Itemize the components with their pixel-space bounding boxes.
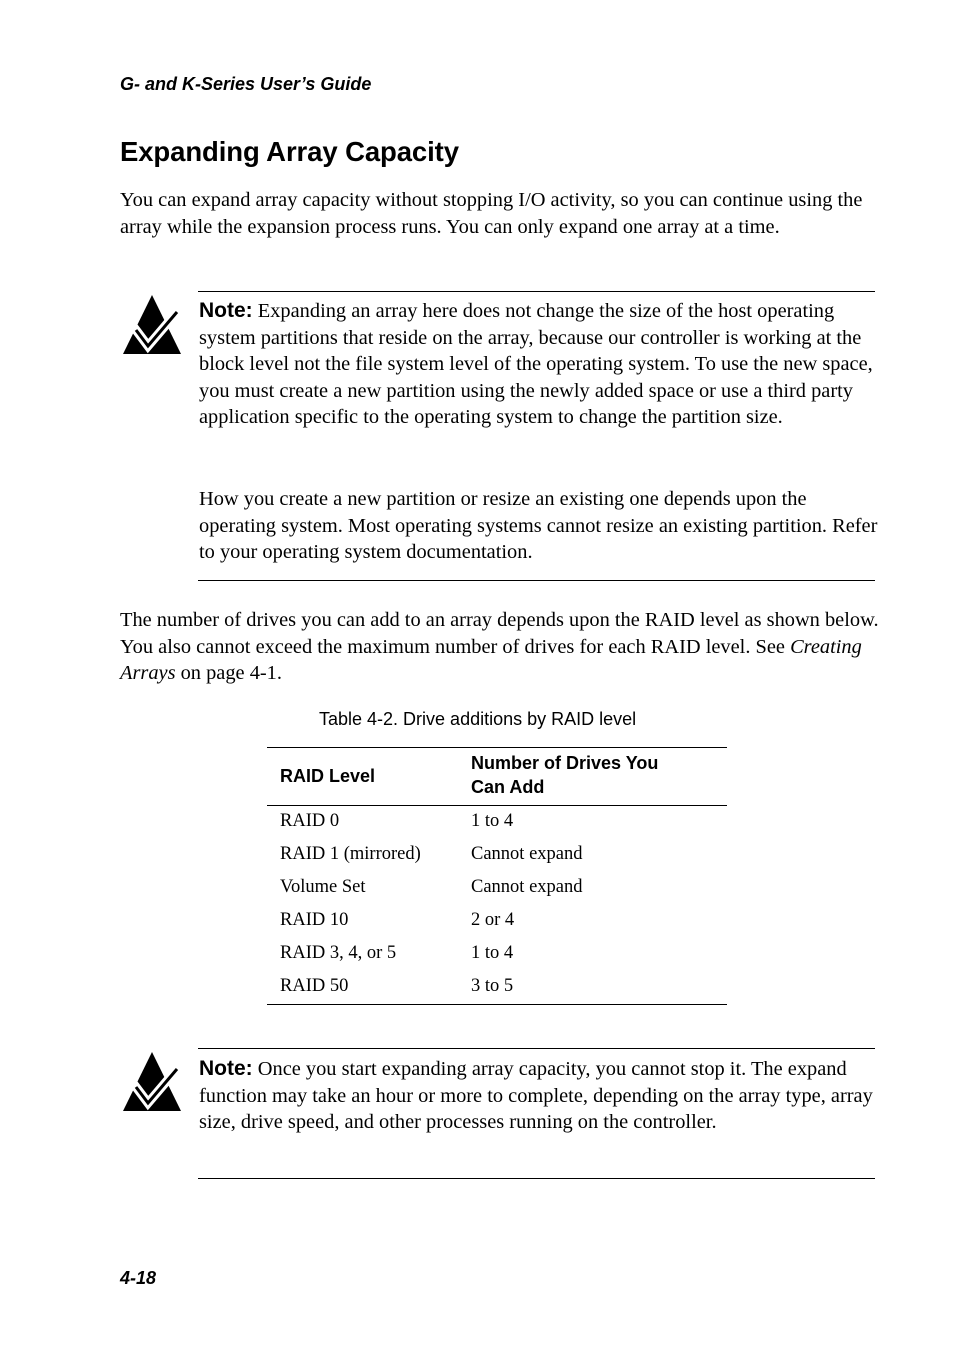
running-header: G- and K-Series User’s Guide bbox=[120, 74, 372, 94]
section-title: Expanding Array Capacity bbox=[120, 136, 459, 167]
table-cell-level: RAID 1 (mirrored) bbox=[280, 844, 421, 864]
drives-paragraph bbox=[120, 607, 880, 687]
table-header-drives bbox=[471, 751, 658, 799]
note-checkmark-icon bbox=[122, 294, 182, 356]
note-top-rule bbox=[198, 291, 875, 292]
note-1 bbox=[199, 298, 879, 431]
note-checkmark-icon bbox=[122, 1051, 182, 1113]
table-cell-drives: 1 to 4 bbox=[471, 943, 514, 963]
table-header-raid-level: RAID Level bbox=[280, 766, 376, 786]
table-cell-level: Volume Set bbox=[280, 877, 366, 897]
table-cell-level: RAID 0 bbox=[280, 811, 340, 831]
table-caption: Table 4-2. Drive additions by RAID level bbox=[319, 709, 637, 729]
table-header-rule bbox=[267, 805, 727, 806]
table-cell-drives: 2 or 4 bbox=[471, 910, 515, 930]
intro-paragraph: You can expand array capacity without stopping I/O activity, so you can continue using the array while the expansion process runs. You can only expand one array at a time. bbox=[120, 189, 863, 238]
drives-text-end: on page 4-1. bbox=[175, 662, 282, 684]
note-2-text: Once you start expanding array capacity, you cannot stop it. The expand function may take an hour or more to complete, depending on the array type, array size, drive speed, and other processes running on the controller. bbox=[199, 1058, 873, 1133]
page-number: 4-18 bbox=[120, 1268, 157, 1288]
table-cell-level: RAID 50 bbox=[280, 976, 349, 996]
note-label: Note: bbox=[199, 1057, 253, 1080]
note-1-paragraph-2: How you create a new partition or resize an existing one depends upon the operating system. Most operating systems cannot resize an existing partition. Refer to your operating system documentation. bbox=[199, 488, 878, 563]
table-header-drives-line-1: Number of Drives You bbox=[471, 753, 659, 773]
note-1-text: Expanding an array here does not change the size of the host operating system partitions that reside on the array, because our controller is working at the block level not the file system level of the operating system. To use the new space, you must create a new partition using the newly added space or use a third party application specific to the operating system to change the partition size. bbox=[199, 300, 873, 428]
table-cell-level: RAID 10 bbox=[280, 910, 349, 930]
table-cell-drives: Cannot expand bbox=[471, 877, 583, 897]
table-cell-drives: Cannot expand bbox=[471, 844, 583, 864]
creating-arrays-reference: Creating Arrays bbox=[120, 635, 862, 684]
table-cell-level: RAID 3, 4, or 5 bbox=[280, 943, 397, 963]
note-label: Note: bbox=[199, 299, 253, 322]
table-header-drives-line-2: Can Add bbox=[471, 777, 545, 797]
table-top-rule bbox=[267, 747, 727, 748]
note-2 bbox=[199, 1056, 879, 1136]
drives-text-start: The number of drives you can add to an array depends upon the RAID level as shown below. You also cannot exceed the maximum number of drives for each RAID level. See bbox=[120, 609, 879, 658]
table-cell-drives: 3 to 5 bbox=[471, 976, 514, 996]
table-bottom-rule bbox=[267, 1004, 727, 1005]
table-cell-drives: 1 to 4 bbox=[471, 811, 514, 831]
note-bottom-rule bbox=[198, 580, 875, 581]
note-bottom-rule bbox=[198, 1178, 875, 1179]
note-top-rule bbox=[198, 1048, 875, 1049]
